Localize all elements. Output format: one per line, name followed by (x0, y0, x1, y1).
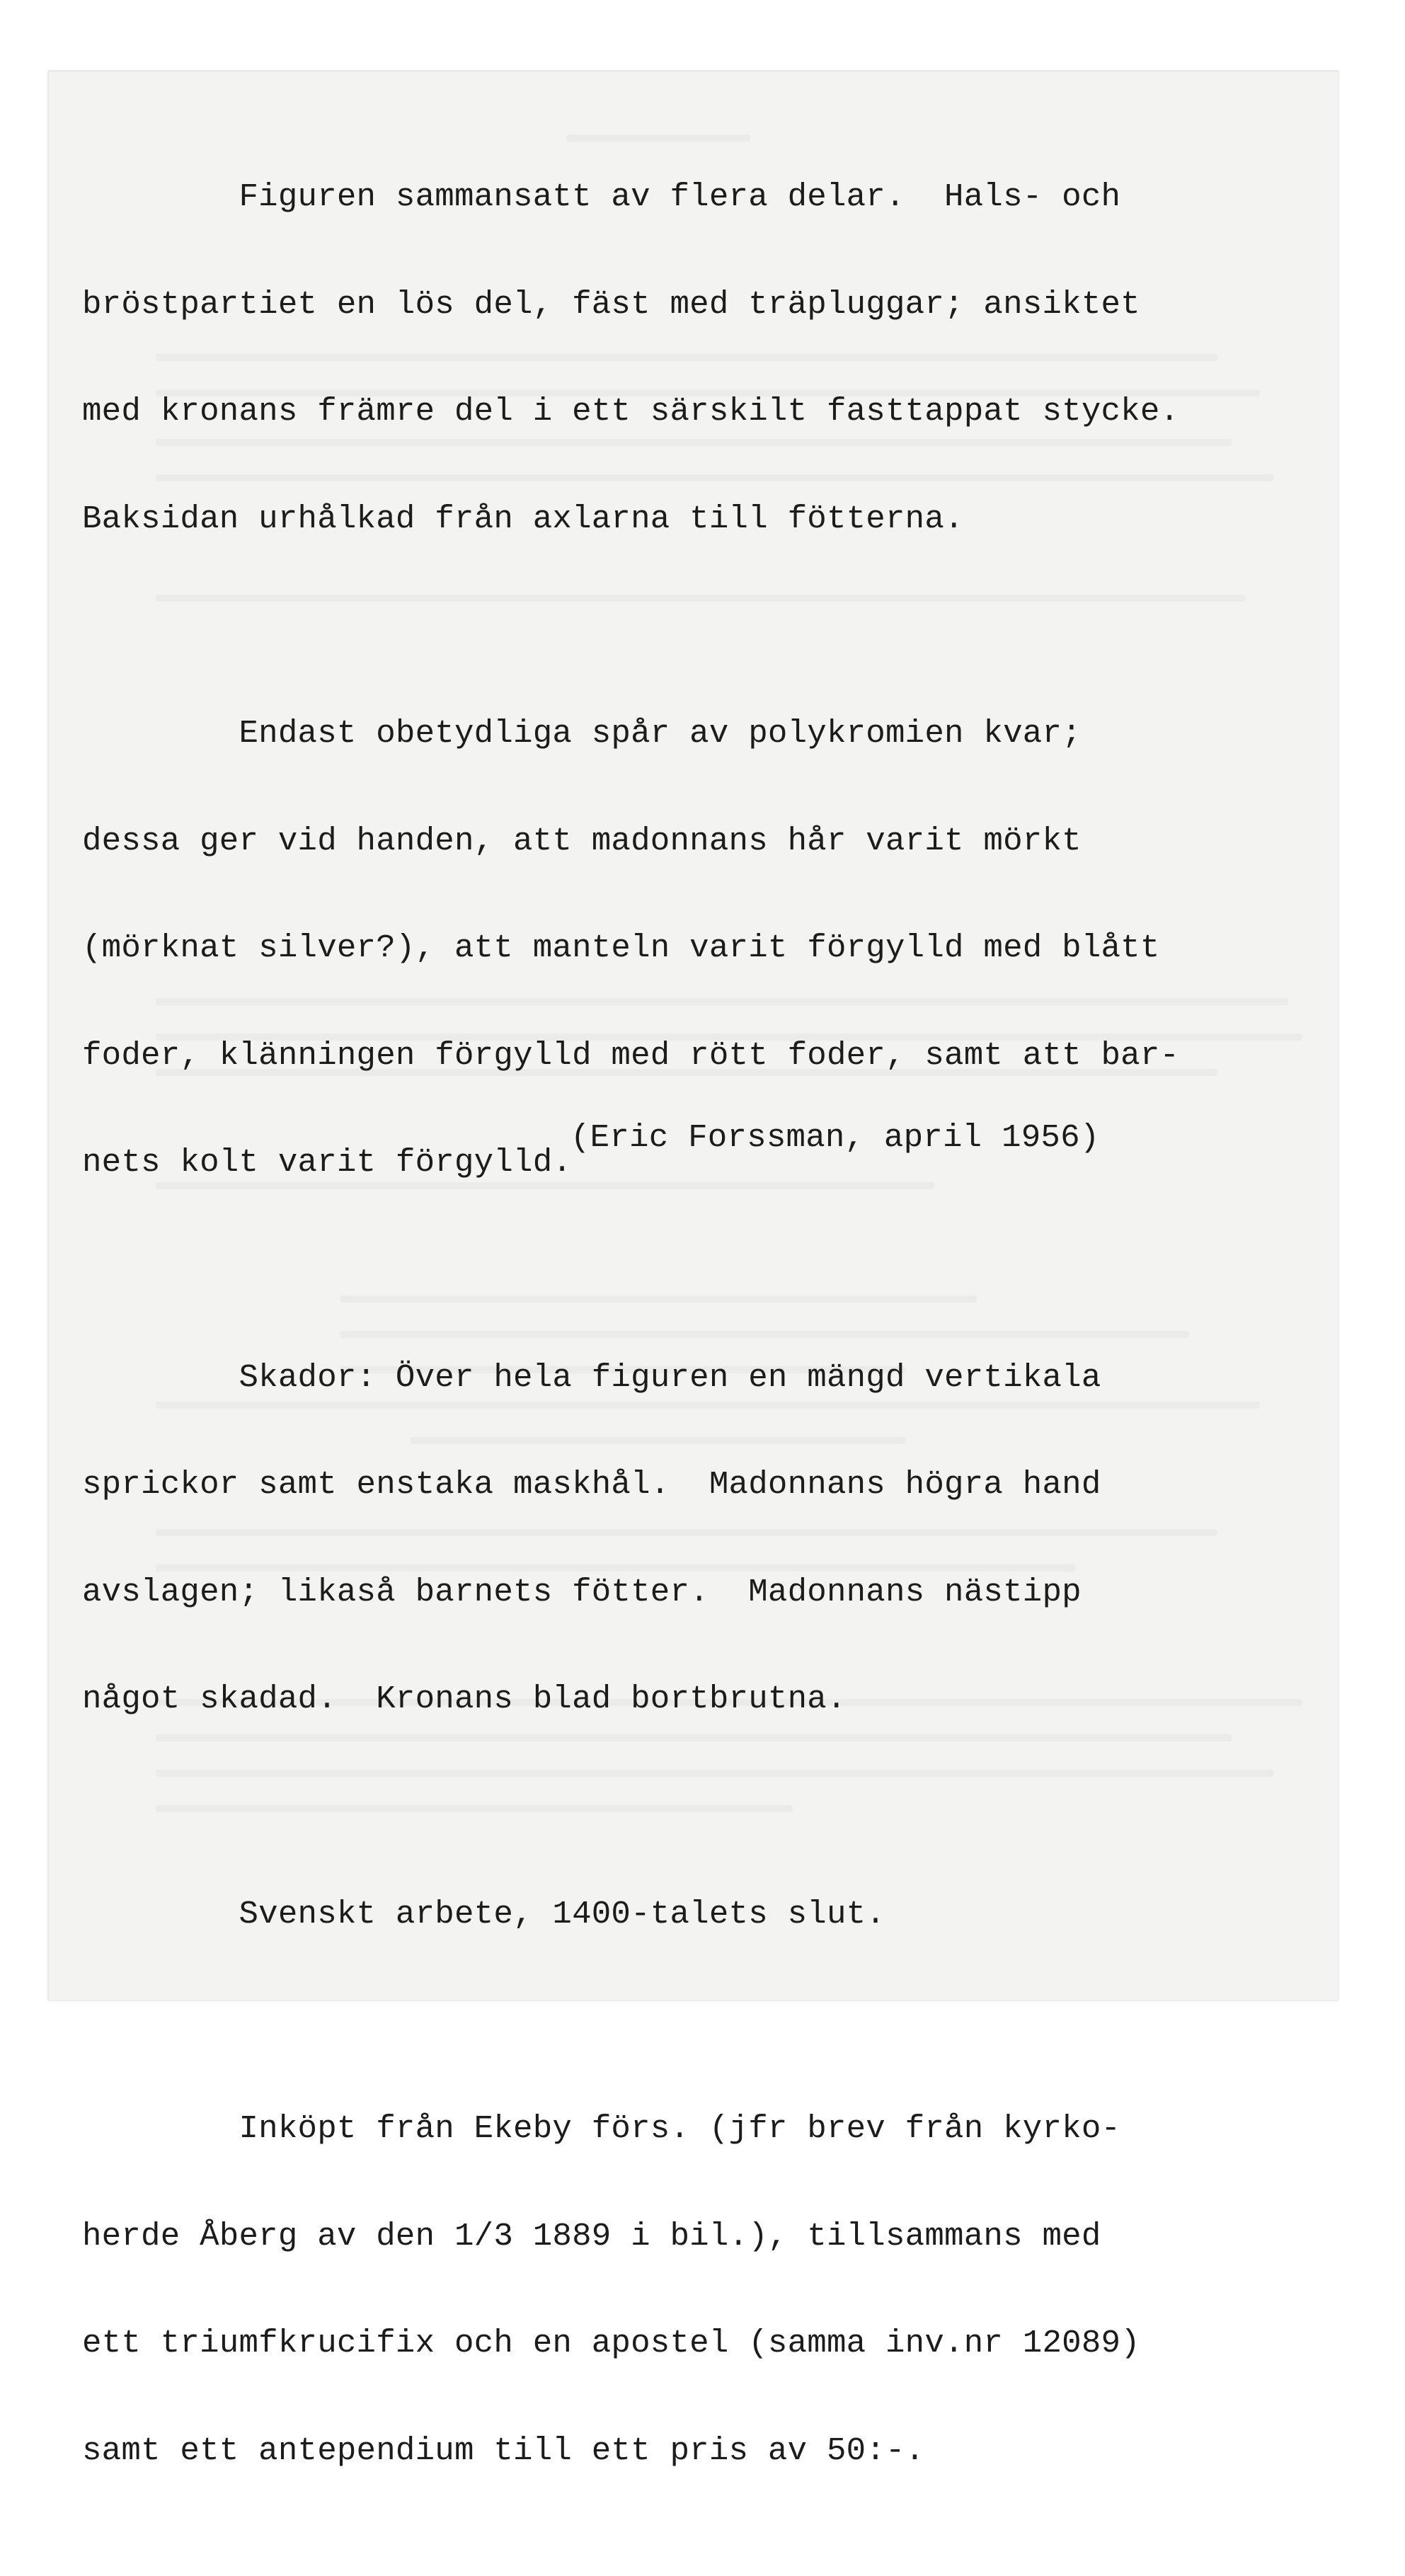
text-line: Endast obetydliga spår av polykromien kvar; (82, 715, 1082, 752)
text-line: dessa ger vid handen, att madonnans hår varit mörkt (82, 822, 1082, 859)
text-line: (mörknat silver?), att manteln varit förgylld med blått (82, 929, 1160, 966)
paragraph-acquisition (82, 2039, 1328, 2540)
paragraph-damage (82, 1288, 1328, 1789)
text-line: bröstpartiet en lös del, fäst med träpluggar; ansiktet (82, 285, 1140, 323)
text-line: ett triumfkrucifix och en apostel (samma inv.nr 12089) (82, 2325, 1140, 2362)
text-line: foder, klänningen förgylld med rött foder, samt att bar- (82, 1036, 1180, 1074)
text-line: herde Åberg av den 1/3 1889 i bil.), tillsammans med (82, 2217, 1101, 2255)
text-line: något skadad. Kronans blad bortbrutna. (82, 1681, 847, 1717)
text-line: avslagen; likaså barnets fötter. Madonnans nästipp (82, 1573, 1082, 1610)
text-line: Baksidan urhålkad från axlarna till fötterna. (82, 500, 964, 537)
text-line: nets kolt varit förgylld. (82, 1144, 573, 1181)
text-line: sprickor samt enstaka maskhål. Madonnans högra hand (82, 1466, 1101, 1503)
typewritten-text (82, 108, 1328, 2576)
text-line: Figuren sammansatt av flera delar. Hals- och (82, 178, 1121, 215)
text-line: samt ett antependium till ett pris av 50:-. (82, 2432, 925, 2469)
paragraph-polychromy (82, 644, 1328, 1252)
text-line: med kronans främre del i ett särskilt fasttappat stycke. (82, 393, 1180, 430)
paragraph-construction (82, 108, 1328, 608)
text-line: Svenskt arbete, 1400-talets slut. (82, 1895, 885, 1933)
author-signature: (Eric Forssman, april 1956) (570, 1119, 1100, 1156)
text-line: Skador: Över hela figuren en mängd vertikala (82, 1358, 1101, 1396)
paragraph-origin (82, 1825, 1328, 2004)
text-line: Inköpt från Ekeby förs. (jfr brev från kyrko- (82, 2110, 1121, 2147)
